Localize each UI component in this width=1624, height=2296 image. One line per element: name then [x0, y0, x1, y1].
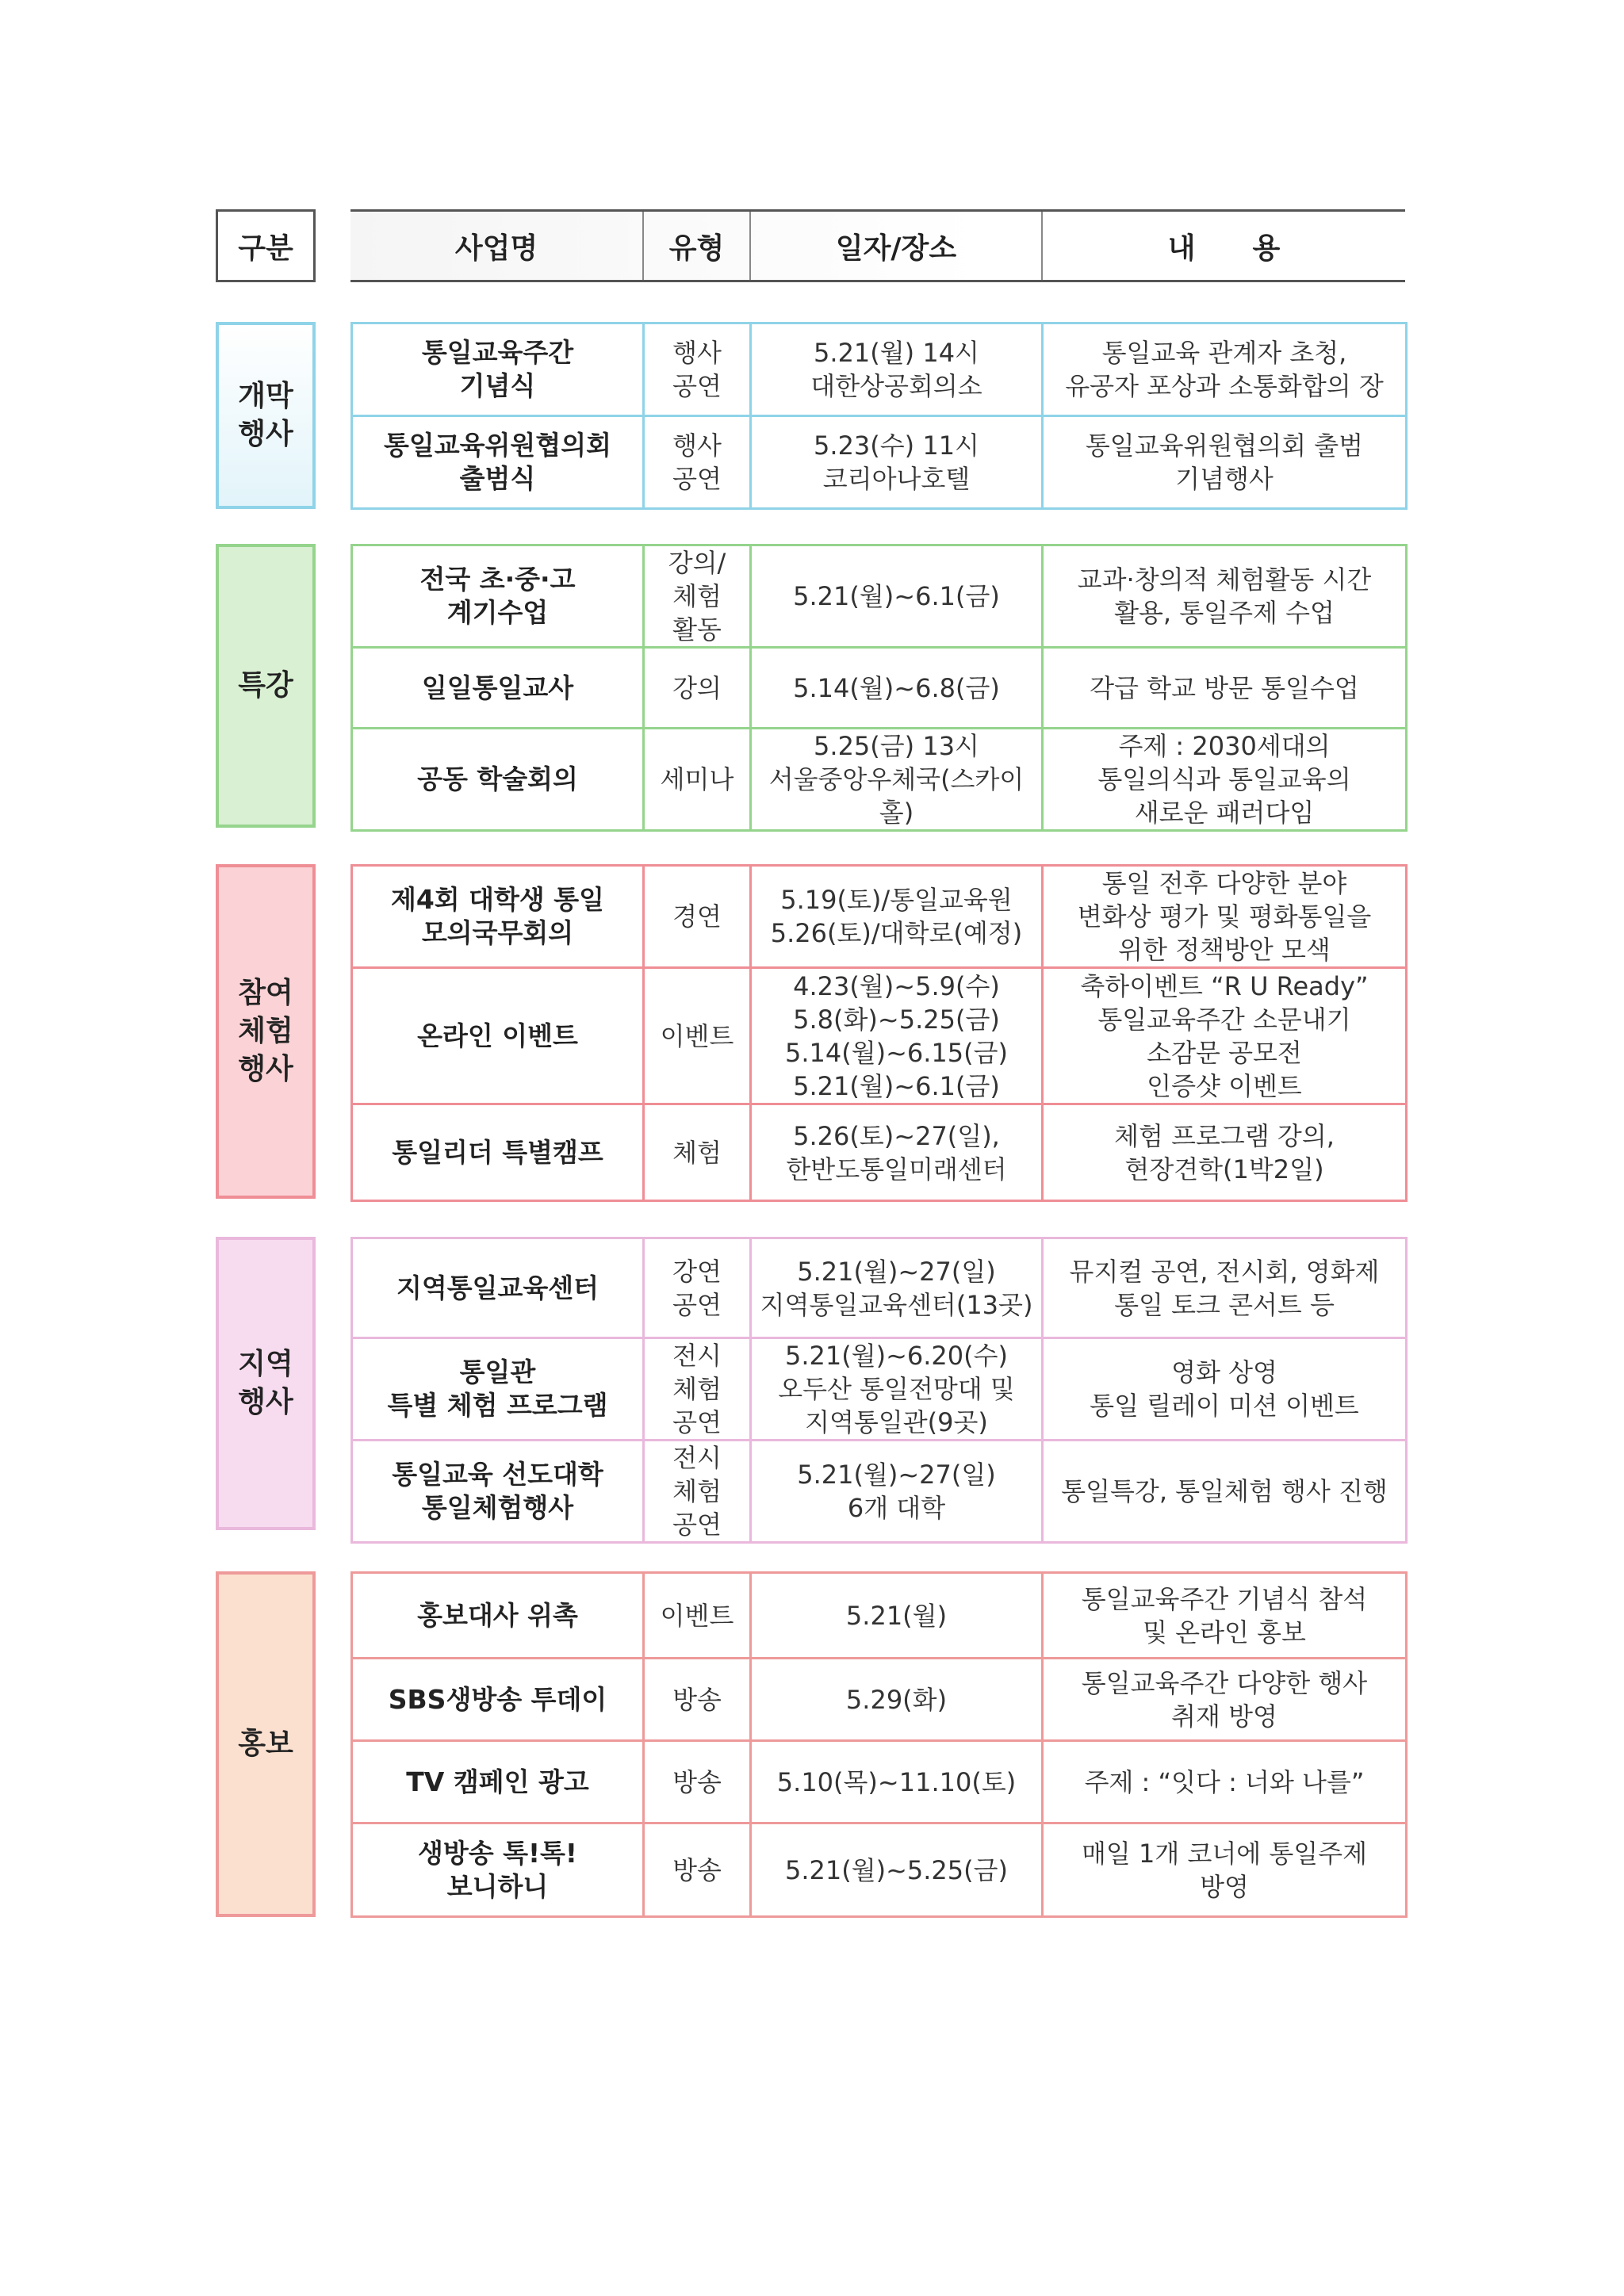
table-row [352, 1659, 1407, 1741]
event-date: 5.25(금) 13시 서울중앙우체국(스카이홀) [751, 729, 1043, 831]
event-content: 통일교육주간 기념식 참석 및 온라인 홍보 [1043, 1573, 1407, 1659]
category-participation: 참여 체험 행사 [216, 864, 316, 1199]
event-name: 통일관 특별 체험 프로그램 [352, 1338, 644, 1441]
event-content: 통일교육주간 다양한 행사 취재 방영 [1043, 1659, 1407, 1741]
event-type: 방송 [644, 1823, 751, 1917]
event-date: 5.29(화) [751, 1659, 1043, 1741]
event-content: 각급 학교 방문 통일수업 [1043, 648, 1407, 729]
event-name: 홍보대사 위촉 [352, 1573, 644, 1659]
section-promotion-table [350, 1571, 1408, 1918]
table-row [352, 416, 1407, 509]
event-type: 행사 공연 [644, 323, 751, 416]
event-type: 전시 체험 공연 [644, 1441, 751, 1543]
event-date: 5.19(토)/통일교육원 5.26(토)/대학로(예정) [751, 866, 1043, 968]
header-type: 유형 [642, 212, 749, 280]
header-date: 일자/장소 [749, 212, 1041, 280]
section-regional-table [350, 1237, 1408, 1544]
category-regional: 지역 행사 [216, 1237, 316, 1530]
event-date: 5.26(토)~27(일), 한반도통일미래센터 [751, 1104, 1043, 1201]
event-date: 5.23(수) 11시 코리아나호텔 [751, 416, 1043, 509]
table-row [352, 968, 1407, 1104]
event-type: 방송 [644, 1659, 751, 1741]
header-category: 구분 [216, 209, 316, 282]
event-date: 4.23(월)~5.9(수) 5.8(화)~5.25(금) 5.14(월)~6.15(금) 5.21(월)~6.1(금) [751, 968, 1043, 1104]
event-name: 제4회 대학생 통일 모의국무회의 [352, 866, 644, 968]
event-type: 강의 [644, 648, 751, 729]
event-type: 행사 공연 [644, 416, 751, 509]
event-name: 통일교육위원협의회 출범식 [352, 416, 644, 509]
table-header [350, 209, 1405, 282]
table-row [352, 1104, 1407, 1201]
event-date: 5.21(월)~5.25(금) [751, 1823, 1043, 1917]
event-name: 온라인 이벤트 [352, 968, 644, 1104]
table-row [352, 1238, 1407, 1338]
category-promotion: 홍보 [216, 1571, 316, 1917]
table-row [352, 1823, 1407, 1917]
event-type: 강의/ 체험 활동 [644, 545, 751, 648]
table-row [352, 1441, 1407, 1543]
event-type: 이벤트 [644, 968, 751, 1104]
event-type: 전시 체험 공연 [644, 1338, 751, 1441]
section-lecture-table [350, 544, 1408, 832]
event-name: 공동 학술회의 [352, 729, 644, 831]
event-name: 통일교육 선도대학 통일체험행사 [352, 1441, 644, 1543]
event-content: 통일교육위원협의회 출범 기념행사 [1043, 416, 1407, 509]
event-date: 5.10(목)~11.10(토) [751, 1741, 1043, 1823]
event-name: SBS생방송 투데이 [352, 1659, 644, 1741]
event-type: 경연 [644, 866, 751, 968]
event-content: 통일특강, 통일체험 행사 진행 [1043, 1441, 1407, 1543]
section-opening-table [350, 322, 1408, 510]
event-content: 주제 : “잇다 : 너와 나를” [1043, 1741, 1407, 1823]
event-content: 영화 상영 통일 릴레이 미션 이벤트 [1043, 1338, 1407, 1441]
event-content: 통일교육 관계자 초청, 유공자 포상과 소통화합의 장 [1043, 323, 1407, 416]
event-date: 5.21(월)~27(일) 6개 대학 [751, 1441, 1043, 1543]
event-name: TV 캠페인 광고 [352, 1741, 644, 1823]
event-type: 이벤트 [644, 1573, 751, 1659]
event-type: 강연 공연 [644, 1238, 751, 1338]
event-name: 통일리더 특별캠프 [352, 1104, 644, 1201]
event-name: 일일통일교사 [352, 648, 644, 729]
event-content: 체험 프로그램 강의, 현장견학(1박2일) [1043, 1104, 1407, 1201]
event-content: 축하이벤트 “R U Ready” 통일교육주간 소문내기 소감문 공모전 인증샷 이벤트 [1043, 968, 1407, 1104]
event-name: 생방송 톡!톡! 보니하니 [352, 1823, 644, 1917]
event-type: 방송 [644, 1741, 751, 1823]
event-type: 체험 [644, 1104, 751, 1201]
event-date: 5.21(월) [751, 1573, 1043, 1659]
event-name: 지역통일교육센터 [352, 1238, 644, 1338]
event-content: 통일 전후 다양한 분야 변화상 평가 및 평화통일을 위한 정책방안 모색 [1043, 866, 1407, 968]
table-row [352, 1573, 1407, 1659]
header-name: 사업명 [454, 232, 538, 265]
event-name: 통일교육주간 기념식 [352, 323, 644, 416]
event-content: 주제 : 2030세대의 통일의식과 통일교육의 새로운 패러다임 [1043, 729, 1407, 831]
section-participation-table [350, 864, 1408, 1202]
category-opening: 개막 행사 [216, 322, 316, 509]
event-date: 5.21(월)~6.1(금) [751, 545, 1043, 648]
event-type: 세미나 [644, 729, 751, 831]
table-row [352, 866, 1407, 968]
event-content: 매일 1개 코너에 통일주제 방영 [1043, 1823, 1407, 1917]
event-content: 뮤지컬 공연, 전시회, 영화제 통일 토크 콘서트 등 [1043, 1238, 1407, 1338]
event-content: 교과·창의적 체험활동 시간 활용, 통일주제 수업 [1043, 545, 1407, 648]
header-content: 내 용 [1041, 212, 1405, 280]
event-date: 5.21(월)~27(일) 지역통일교육센터(13곳) [751, 1238, 1043, 1338]
table-row [352, 1741, 1407, 1823]
event-date: 5.21(월) 14시 대한상공회의소 [751, 323, 1043, 416]
table-row [352, 648, 1407, 729]
event-name: 전국 초·중·고 계기수업 [352, 545, 644, 648]
event-date: 5.14(월)~6.8(금) [751, 648, 1043, 729]
table-row [352, 545, 1407, 648]
table-row [352, 1338, 1407, 1441]
table-row [352, 323, 1407, 416]
table-row [352, 729, 1407, 831]
event-date: 5.21(월)~6.20(수) 오두산 통일전망대 및 지역통일관(9곳) [751, 1338, 1043, 1441]
category-lecture: 특강 [216, 544, 316, 828]
